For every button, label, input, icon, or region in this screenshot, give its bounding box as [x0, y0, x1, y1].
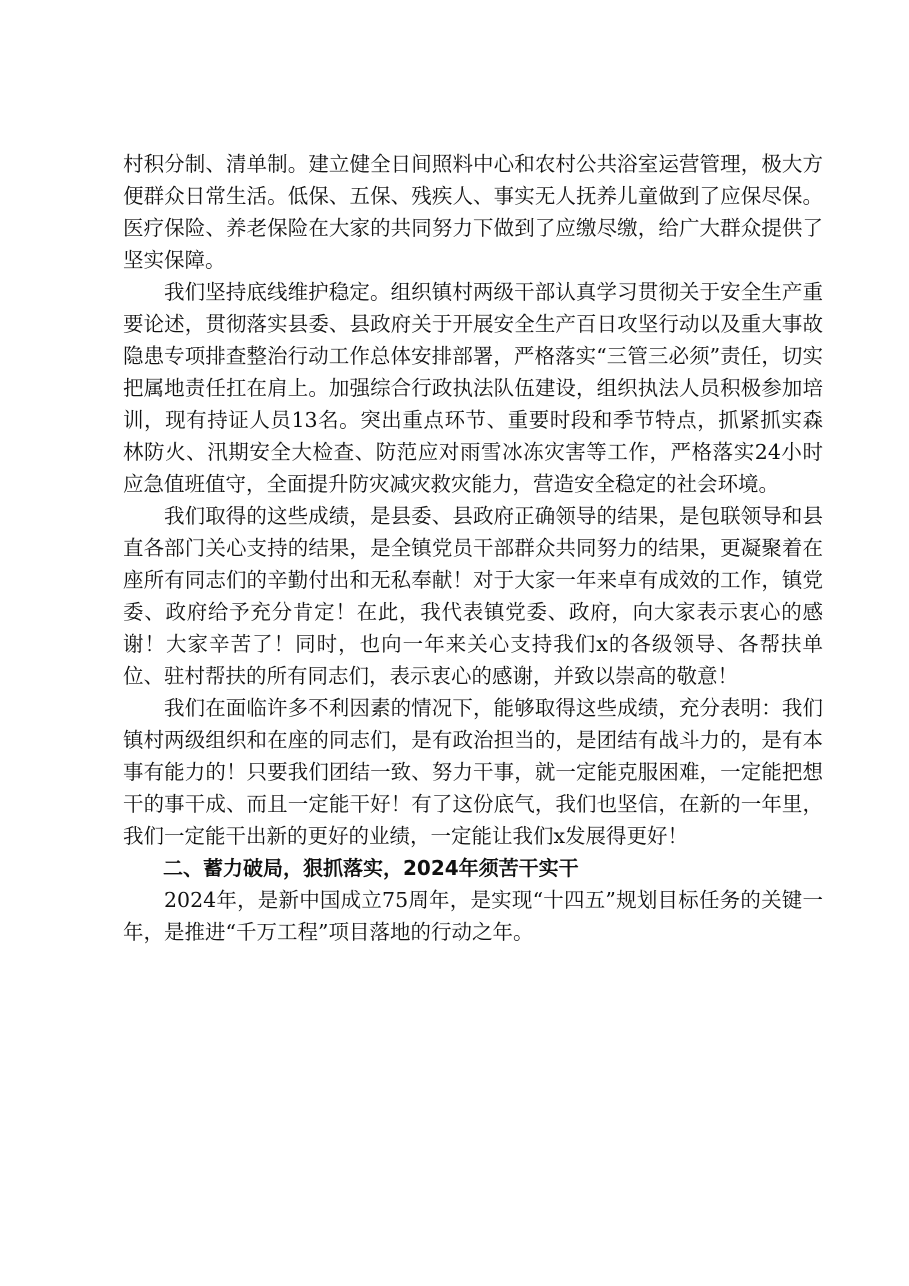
paragraph-4: 我们在面临许多不利因素的情况下，能够取得这些成绩，充分表明：我们镇村两级组织和在座的同志们，是有政治担当的，是团结有战斗力的，是有本事有能力的！只要我们团结一致、努力干事，就一定能克服困难，一定能把想干的事干成、而且一定能干好！有了这份底气，我们也坚信，在新的一年里，我们一定能干出新的更好的业绩，一定能让我们x发展得更好！	[123, 696, 823, 848]
paragraph-5: 2024年，是新中国成立75周年，是实现“十四五”规划目标任务的关键一年，是推进“千万工程”项目落地的行动之年。	[123, 888, 823, 944]
paragraph-1: 村积分制、清单制。建立健全日间照料中心和农村公共浴室运营管理，极大方便群众日常生活。低保、五保、残疾人、事实无人抚养儿童做到了应保尽保。医疗保险、养老保险在大家的共同努力下做到了应缴尽缴，给广大群众提供了坚实保障。	[123, 152, 823, 272]
paragraph-2: 我们坚持底线维护稳定。组织镇村两级干部认真学习贯彻关于安全生产重要论述，贯彻落实县委、县政府关于开展安全生产百日攻坚行动以及重大事故隐患专项排查整治行动工作总体安排部署，严格落实“三管三必须”责任，切实把属地责任扛在肩上。加强综合行政执法队伍建设，组织执法人员积极参加培训，现有持证人员13名。突出重点环节、重要时段和季节特点，抓紧抓实森林防火、汛期安全大检查、防范应对雨雪冰冻灾害等工作，严格落实24小时应急值班值守，全面提升防灾减灾救灾能力，营造安全稳定的社会环境。	[123, 280, 823, 496]
paragraph-3: 我们取得的这些成绩，是县委、县政府正确领导的结果，是包联领导和县直各部门关心支持的结果，是全镇党员干部群众共同努力的结果，更凝聚着在座所有同志们的辛勤付出和无私奉献！对于大家一年来卓有成效的工作，镇党委、政府给予充分肯定！在此，我代表镇党委、政府，向大家表示衷心的感谢！大家辛苦了！同时，也向一年来关心支持我们x的各级领导、各帮扶单位、驻村帮扶的所有同志们，表示衷心的感谢，并致以崇高的敬意！	[123, 504, 823, 688]
section-heading: 二、蓄力破局，狠抓落实，2024年须苦干实干	[163, 856, 579, 880]
document-page	[123, 148, 823, 948]
